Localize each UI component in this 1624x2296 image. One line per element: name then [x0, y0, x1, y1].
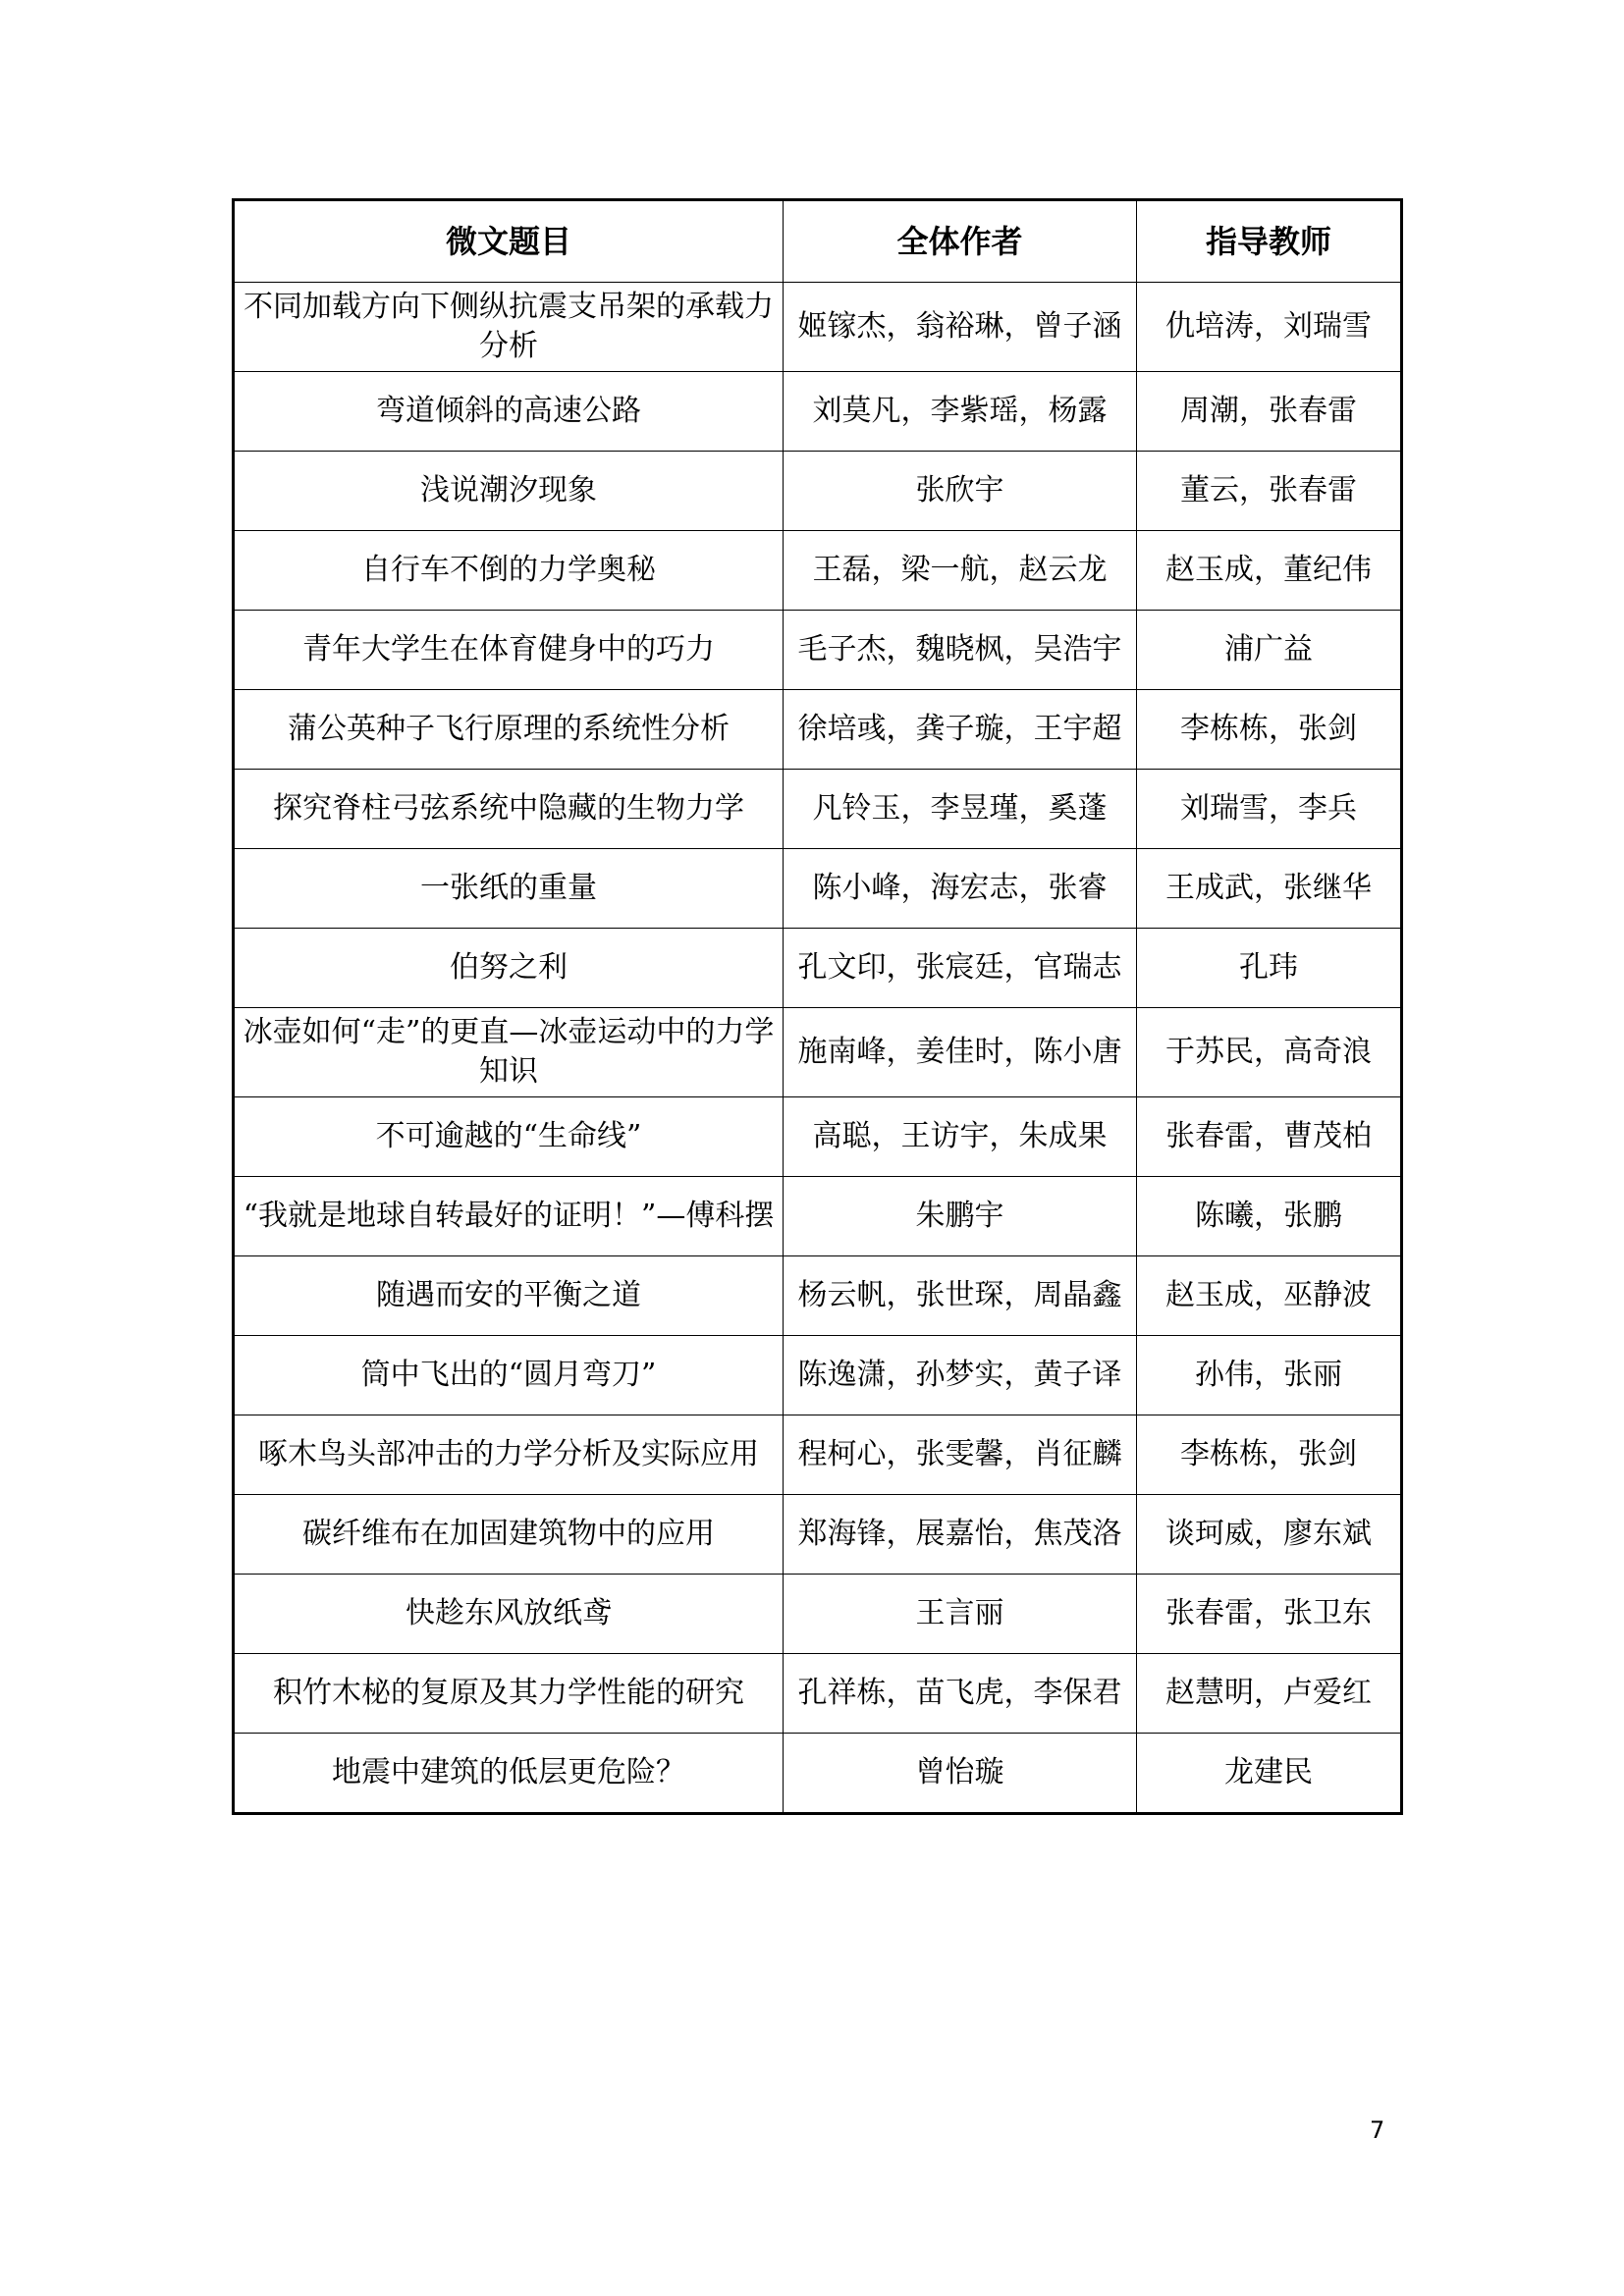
essay-title: 筒中飞出的“圆月弯刀” — [234, 1336, 784, 1415]
essay-title: 啄木鸟头部冲击的力学分析及实际应用 — [234, 1415, 784, 1495]
essay-teacher: 仇培涛，刘瑞雪 — [1137, 283, 1402, 372]
header-title: 微文题目 — [234, 200, 784, 283]
essay-title: 随遇而安的平衡之道 — [234, 1256, 784, 1336]
essay-teacher: 赵玉成，巫静波 — [1137, 1256, 1402, 1336]
essay-authors: 刘莫凡，李紫瑶，杨露 — [784, 372, 1137, 452]
essay-title: 碳纤维布在加固建筑物中的应用 — [234, 1495, 784, 1575]
essay-authors: 毛子杰，魏晓枫，吴浩宇 — [784, 611, 1137, 690]
table-row — [234, 1256, 1402, 1336]
essay-authors: 郑海锋，展嘉怡，焦茂洛 — [784, 1495, 1137, 1575]
essay-teacher: 刘瑞雪，李兵 — [1137, 770, 1402, 849]
essay-teacher: 孔玮 — [1137, 929, 1402, 1008]
essay-title: 浅说潮汐现象 — [234, 452, 784, 531]
essay-title: 冰壶如何“走”的更直—冰壶运动中的力学知识 — [234, 1008, 784, 1097]
essay-teacher: 谈珂威，廖东斌 — [1137, 1495, 1402, 1575]
table-row — [234, 1654, 1402, 1734]
essay-teacher: 周潮，张春雷 — [1137, 372, 1402, 452]
essay-teacher: 李栋栋，张剑 — [1137, 1415, 1402, 1495]
essay-title: 快趁东风放纸鸢 — [234, 1575, 784, 1654]
essay-title: 自行车不倒的力学奥秘 — [234, 531, 784, 611]
table-row — [234, 929, 1402, 1008]
essay-teacher: 龙建民 — [1137, 1734, 1402, 1814]
essay-teacher: 李栋栋，张剑 — [1137, 690, 1402, 770]
table-row — [234, 690, 1402, 770]
table-header-row — [234, 200, 1402, 283]
essay-title: 伯努之利 — [234, 929, 784, 1008]
essay-title: 不同加载方向下侧纵抗震支吊架的承载力分析 — [234, 283, 784, 372]
essay-title: 蒲公英种子飞行原理的系统性分析 — [234, 690, 784, 770]
essay-teacher: 陈曦，张鹏 — [1137, 1177, 1402, 1256]
essay-title: 一张纸的重量 — [234, 849, 784, 929]
table-row — [234, 372, 1402, 452]
essay-authors: 陈小峰，海宏志，张睿 — [784, 849, 1137, 929]
table-row — [234, 1336, 1402, 1415]
table-row — [234, 283, 1402, 372]
table-row — [234, 849, 1402, 929]
essay-teacher: 赵慧明，卢爱红 — [1137, 1654, 1402, 1734]
table-row — [234, 1415, 1402, 1495]
essay-teacher: 孙伟，张丽 — [1137, 1336, 1402, 1415]
essay-teacher: 浦广益 — [1137, 611, 1402, 690]
table-row — [234, 770, 1402, 849]
essay-authors: 杨云帆，张世琛，周晶鑫 — [784, 1256, 1137, 1336]
essay-authors: 曾怡璇 — [784, 1734, 1137, 1814]
essay-teacher: 赵玉成，董纪伟 — [1137, 531, 1402, 611]
header-authors: 全体作者 — [784, 200, 1137, 283]
essay-authors: 王磊，梁一航，赵云龙 — [784, 531, 1137, 611]
essay-title: 弯道倾斜的高速公路 — [234, 372, 784, 452]
essay-authors: 张欣宇 — [784, 452, 1137, 531]
table-row — [234, 1734, 1402, 1814]
essay-authors: 施南峰，姜佳时，陈小唐 — [784, 1008, 1137, 1097]
essay-title: 积竹木柲的复原及其力学性能的研究 — [234, 1654, 784, 1734]
essay-title: 地震中建筑的低层更危险？ — [234, 1734, 784, 1814]
essay-authors: 高聪，王访宇，朱成果 — [784, 1097, 1137, 1177]
table-row — [234, 531, 1402, 611]
essay-teacher: 王成武，张继华 — [1137, 849, 1402, 929]
table-row — [234, 611, 1402, 690]
table-row — [234, 1097, 1402, 1177]
table-row — [234, 1575, 1402, 1654]
essay-authors: 朱鹏宇 — [784, 1177, 1137, 1256]
essay-authors: 孔文印，张宸廷，官瑞志 — [784, 929, 1137, 1008]
essay-authors: 陈逸潇，孙梦实，黄子译 — [784, 1336, 1137, 1415]
essay-title: 探究脊柱弓弦系统中隐藏的生物力学 — [234, 770, 784, 849]
essay-authors: 程柯心，张雯馨，肖征麟 — [784, 1415, 1137, 1495]
essay-authors: 孔祥栋，苗飞虎，李保君 — [784, 1654, 1137, 1734]
header-teacher: 指导教师 — [1137, 200, 1402, 283]
table-row — [234, 452, 1402, 531]
essay-teacher: 董云，张春雷 — [1137, 452, 1402, 531]
table-row — [234, 1008, 1402, 1097]
essay-authors: 姬镓杰，翁裕琳，曾子涵 — [784, 283, 1137, 372]
essay-title: “我就是地球自转最好的证明！”—傅科摆 — [234, 1177, 784, 1256]
essay-title: 青年大学生在体育健身中的巧力 — [234, 611, 784, 690]
essay-authors: 徐培彧，龚子璇，王宇超 — [784, 690, 1137, 770]
essay-table — [232, 198, 1403, 1815]
essay-teacher: 张春雷，曹茂柏 — [1137, 1097, 1402, 1177]
essay-teacher: 于苏民，高奇浪 — [1137, 1008, 1402, 1097]
table-row — [234, 1177, 1402, 1256]
page-number: 7 — [1370, 2116, 1385, 2144]
essay-teacher: 张春雷，张卫东 — [1137, 1575, 1402, 1654]
table-row — [234, 1495, 1402, 1575]
essay-title: 不可逾越的“生命线” — [234, 1097, 784, 1177]
essay-authors: 王言丽 — [784, 1575, 1137, 1654]
essay-authors: 凡铃玉，李昱瑾，奚蓬 — [784, 770, 1137, 849]
